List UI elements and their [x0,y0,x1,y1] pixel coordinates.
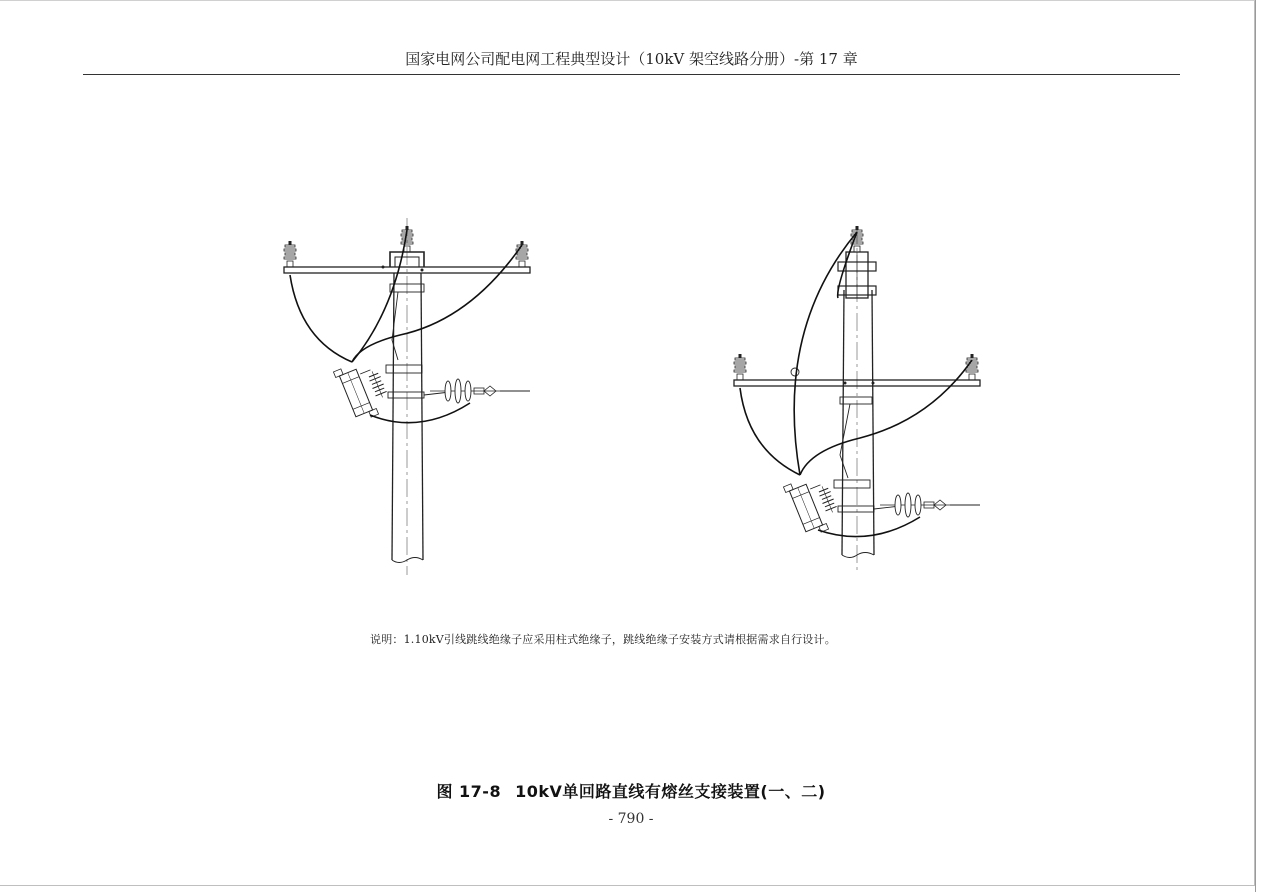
pin-insulator-icon [284,241,296,267]
page-number: - 790 - [608,811,654,827]
figure-caption [0,779,1262,802]
figure-number: 图 17-8 [436,782,502,801]
pin-insulator-icon [734,354,746,380]
pole-icon [392,273,423,563]
page-header: 国家电网公司配电网工程典型设计（10kV 架空线路分册）-第 17 章 [83,48,1180,75]
drawing-one [284,218,530,575]
strain-insulator-icon [880,493,950,517]
figure-title: 10kV单回路直线有熔丝支接装置(一、二) [515,782,826,801]
pin-insulator-icon [516,241,528,267]
strain-insulator-icon [430,379,500,403]
drawing-note: 说明：1.10kV引线跳线绝缘子应采用柱式绝缘子，跳线绝缘子安装方式请根据需求自行设计。 [370,633,836,646]
drop-out-fuse-icon [333,356,393,424]
pole-icon [842,290,874,558]
drawing-two [734,226,980,572]
